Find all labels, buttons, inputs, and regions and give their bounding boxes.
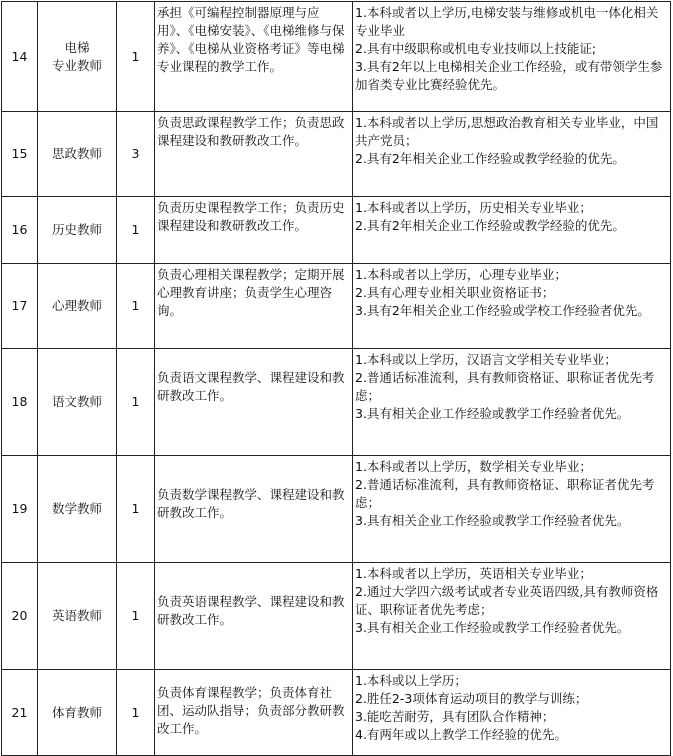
table-row <box>2 670 671 756</box>
position-title: 历史教师 <box>38 197 117 264</box>
position-title: 英语教师 <box>38 563 117 670</box>
row-number: 14 <box>2 2 38 112</box>
row-number: 15 <box>2 112 38 197</box>
requirement-line: 4.有两年或以上教学工作经验的优先。 <box>355 727 567 742</box>
requirement-line: 1.本科或以上学历，汉语言文学相关专业毕业； <box>355 352 617 367</box>
requirement-line: 1.本科或者以上学历，数学相关专业毕业； <box>355 459 592 474</box>
position-title: 思政教师 <box>38 112 117 197</box>
requirement-line: 1.本科或者以上学历，心理专业毕业； <box>355 267 567 282</box>
headcount: 1 <box>117 264 155 349</box>
duty-description: 承担《可编程控制器原理与应用》、《电梯安装》、《电梯维修与保养》、《电梯从业资格考证》等电梯专业课程的教学工作。 <box>155 2 353 112</box>
row-number: 20 <box>2 563 38 670</box>
requirement-line: 2.具有中级职称或机电专业技师以上技能证; <box>355 41 597 56</box>
requirement-line: 1.本科或者以上学历,电梯安装与维修或机电一体化相关专业毕业 <box>355 5 659 38</box>
requirement-line: 3.具有相关企业工作经验或教学工作经验者优先。 <box>355 513 630 528</box>
requirements <box>353 563 671 670</box>
requirements <box>353 2 671 112</box>
requirement-line: 2.具有2年相关企业工作经验或教学经验的优先。 <box>355 218 625 233</box>
requirement-line: 2.具有心理专业相关职业资格证书； <box>355 285 555 300</box>
requirement-line: 1.本科或者以上学历，英语相关专业毕业； <box>355 566 592 581</box>
requirement-line: 3.具有2年相关企业工作经验或学校工作经验者优先。 <box>355 303 650 318</box>
requirement-line: 3.具有相关企业工作经验或教学工作经验者优先。 <box>355 406 630 421</box>
table-row <box>2 563 671 670</box>
duty-description: 负责数学课程教学、课程建设和教研教改工作。 <box>155 456 353 563</box>
duty-description: 负责英语课程教学、课程建设和教研教改工作。 <box>155 563 353 670</box>
position-title: 数学教师 <box>38 456 117 563</box>
row-number: 17 <box>2 264 38 349</box>
duty-description: 负责语文课程教学、课程建设和教研教改工作。 <box>155 349 353 456</box>
requirements <box>353 112 671 197</box>
requirement-line: 1.本科或者以上学历,思想政治教育相关专业毕业，中国共产党员； <box>355 115 659 148</box>
table-row <box>2 197 671 264</box>
requirement-line: 2.具有2年相关企业工作经验或教学经验的优先。 <box>355 151 625 166</box>
row-number: 21 <box>2 670 38 756</box>
requirements <box>353 349 671 456</box>
row-number: 19 <box>2 456 38 563</box>
table-row <box>2 349 671 456</box>
requirements <box>353 456 671 563</box>
requirement-line: 3.具有相关企业工作经验或教学工作经验者优先。 <box>355 620 630 635</box>
table-row <box>2 112 671 197</box>
row-number: 16 <box>2 197 38 264</box>
headcount: 1 <box>117 349 155 456</box>
requirement-line: 2.通过大学四六级考试或者专业英语四级,具有教师资格证、职称证者优先考虑； <box>355 584 659 617</box>
headcount: 1 <box>117 456 155 563</box>
requirement-line: 1.本科或者以上学历，历史相关专业毕业； <box>355 200 592 215</box>
requirements <box>353 197 671 264</box>
headcount: 1 <box>117 2 155 112</box>
duty-description: 负责思政课程教学工作；负责思政课程建设和教研教改工作。 <box>155 112 353 197</box>
headcount: 1 <box>117 563 155 670</box>
table-row <box>2 2 671 112</box>
table-row <box>2 456 671 563</box>
position-title: 体育教师 <box>38 670 117 756</box>
requirements <box>353 670 671 756</box>
requirement-line: 2.普通话标准流利，具有教师资格证、职称证者优先考虑； <box>355 370 655 403</box>
requirement-line: 2.胜任2-3项体育运动项目的教学与训练； <box>355 691 588 706</box>
row-number: 18 <box>2 349 38 456</box>
table-row <box>2 264 671 349</box>
requirement-line: 2.普通话标准流利，具有教师资格证、职称证者优先考虑； <box>355 477 655 510</box>
headcount: 1 <box>117 197 155 264</box>
recruitment-table <box>1 1 671 756</box>
duty-description: 负责体育课程教学；负责体育社团、运动队指导；负责部分教研教改工作。 <box>155 670 353 756</box>
requirement-line: 3.能吃苦耐劳，具有团队合作精神； <box>355 709 555 724</box>
position-title: 电梯 专业教师 <box>38 2 117 112</box>
requirements <box>353 264 671 349</box>
duty-description: 负责历史课程教学工作；负责历史课程建设和教研教改工作。 <box>155 197 353 264</box>
position-title: 心理教师 <box>38 264 117 349</box>
requirement-line: 3.具有2年以上电梯相关企业工作经验，或有带领学生参加省类专业比赛经验优先。 <box>355 59 663 92</box>
headcount: 3 <box>117 112 155 197</box>
table-body <box>2 2 671 756</box>
requirement-line: 1.本科或以上学历； <box>355 673 467 688</box>
duty-description: 负责心理相关课程教学；定期开展心理教育讲座；负责学生心理咨询。 <box>155 264 353 349</box>
headcount: 1 <box>117 670 155 756</box>
position-title: 语文教师 <box>38 349 117 456</box>
